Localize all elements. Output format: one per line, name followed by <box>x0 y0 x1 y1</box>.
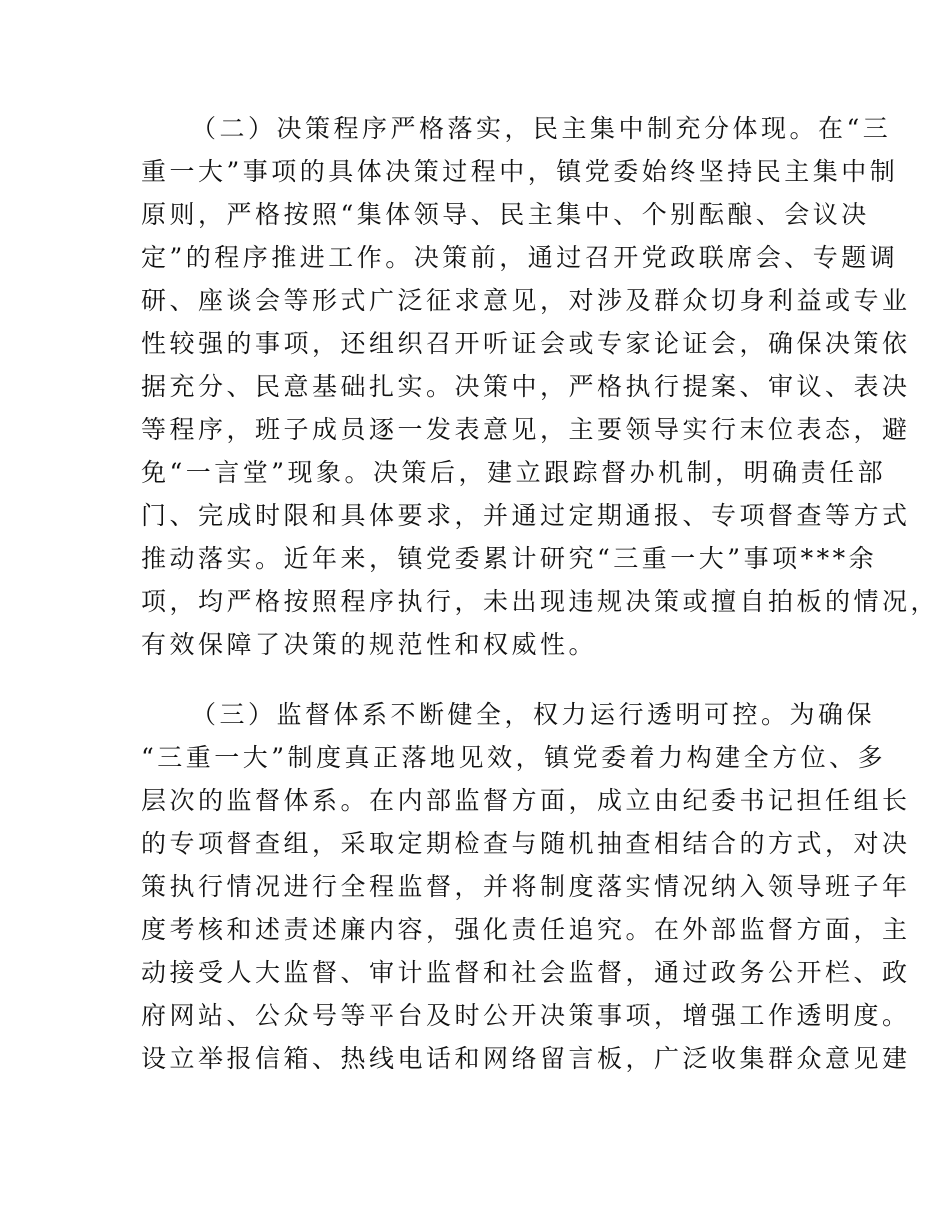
paragraph-line: 层次的监督体系。在内部监督方面，成立由纪委书记担任组长 <box>141 786 911 815</box>
paragraph-line: 有效保障了决策的规范性和权威性。 <box>141 630 598 659</box>
paragraph-line: 推动落实。近年来，镇党委累计研究“三重一大”事项***余 <box>141 544 878 573</box>
paragraph-line: 等程序，班子成员逐一发表意见，主要领导实行末位表态，避 <box>141 415 911 444</box>
paragraph-line: 项，均严格按照程序执行，未出现违规决策或擅自拍板的情况， <box>141 587 940 616</box>
paragraph-line: 原则，严格按照“集体领导、民主集中、个别酝酿、会议决 <box>141 200 870 229</box>
paragraph-line: （三）监督体系不断健全，权力运行透明可控。为确保 <box>191 700 876 729</box>
paragraph-line: 的专项督查组，采取定期检查与随机抽查相结合的方式，对决 <box>141 829 911 858</box>
paragraph-line: 重一大”事项的具体决策过程中，镇党委始终坚持民主集中制 <box>141 157 899 186</box>
paragraph-line: 研、座谈会等形式广泛征求意见，对涉及群众切身利益或专业 <box>141 286 911 315</box>
paragraph-line: 动接受人大监督、审计监督和社会监督，通过政务公开栏、政 <box>141 958 911 987</box>
paragraph-line: “三重一大”制度真正落地见效，镇党委着力构建全方位、多 <box>141 743 887 772</box>
paragraph-line: 度考核和述责述廉内容，强化责任追究。在外部监督方面，主 <box>141 915 911 944</box>
paragraph-line: 定”的程序推进工作。决策前，通过召开党政联席会、专题调 <box>141 243 899 272</box>
paragraph-decision-procedure <box>141 107 940 666</box>
paragraph-line: 设立举报信箱、热线电话和网络留言板，广泛收集群众意见建 <box>141 1044 911 1073</box>
paragraph-line: （二）决策程序严格落实，民主集中制充分体现。在“三 <box>191 114 892 143</box>
paragraph-line: 门、完成时限和具体要求，并通过定期通报、专项督查等方式 <box>141 501 911 530</box>
paragraph-line: 策执行情况进行全程监督，并将制度落实情况纳入领导班子年 <box>141 872 911 901</box>
paragraph-line: 免“一言堂”现象。决策后，建立跟踪督办机制，明确责任部 <box>141 458 887 487</box>
paragraph-line: 性较强的事项，还组织召开听证会或专家论证会，确保决策依 <box>141 329 911 358</box>
paragraph-line: 据充分、民意基础扎实。决策中，严格执行提案、审议、表决 <box>141 372 911 401</box>
paragraph-supervision-system <box>141 693 911 1080</box>
paragraph-line: 府网站、公众号等平台及时公开决策事项，增强工作透明度。 <box>141 1001 911 1030</box>
